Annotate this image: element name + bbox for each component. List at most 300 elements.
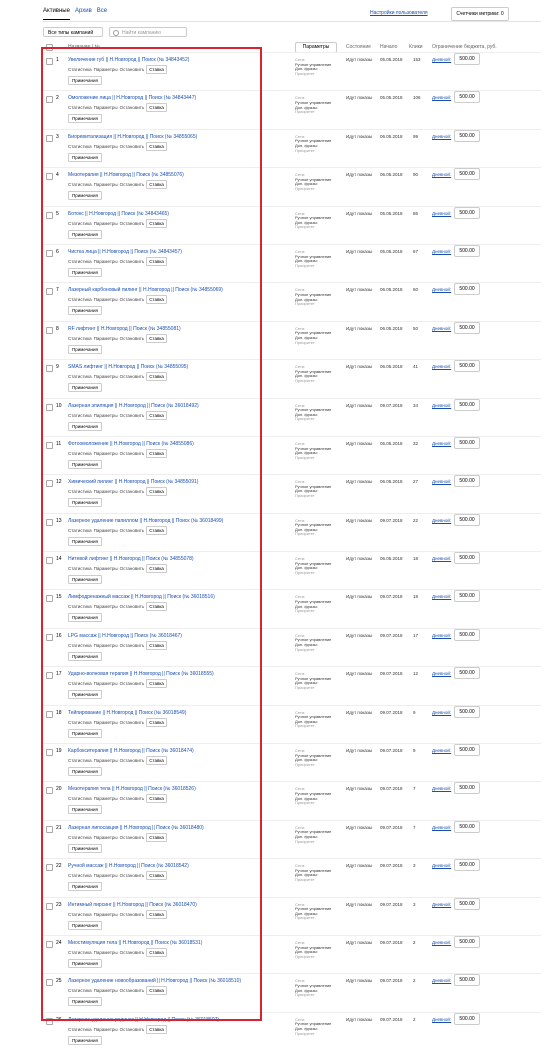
stats-link[interactable]: Статистика: [68, 1026, 92, 1032]
daily-limit-input[interactable]: 500.00: [454, 821, 480, 833]
stats-link[interactable]: Статистика: [68, 681, 92, 687]
stop-link[interactable]: Остановить: [119, 258, 145, 264]
campaign-name-link[interactable]: Лазерное удаление папиллом || Н.Новгород || Поиск (№ 36018499): [68, 517, 224, 524]
stats-link[interactable]: Статистика: [68, 604, 92, 610]
campaign-name-link[interactable]: Лимфодренажный массаж || Н.Новгород || Поиск (№ 36018516): [68, 594, 215, 601]
row-actions: [68, 602, 167, 611]
bid-button[interactable]: Ставка: [146, 103, 167, 112]
params-link[interactable]: Параметры: [93, 374, 118, 380]
stats-link[interactable]: Статистика: [68, 220, 92, 226]
row-actions: [68, 564, 167, 573]
daily-limit-input[interactable]: 500.00: [454, 207, 480, 219]
row-checkbox[interactable]: [46, 749, 53, 756]
notes-button[interactable]: Примечания: [68, 76, 102, 85]
params-link[interactable]: Параметры: [93, 450, 118, 456]
param-extra-phrases: Доп. фразы:: [295, 757, 318, 763]
params-link[interactable]: Параметры: [93, 796, 118, 802]
stop-link[interactable]: Остановить: [119, 949, 145, 955]
stats-link[interactable]: Статистика: [68, 450, 92, 456]
row-checkbox[interactable]: [46, 557, 53, 564]
daily-limit-link[interactable]: Дневной:: [432, 863, 452, 869]
stop-link[interactable]: Остановить: [119, 374, 145, 380]
params-link[interactable]: Параметры: [93, 527, 118, 533]
daily-limit-input[interactable]: 500.00: [454, 629, 480, 641]
bid-button[interactable]: Ставка: [146, 564, 167, 573]
header-params-button[interactable]: Параметры: [295, 42, 337, 53]
param-manual: Ручное управление: [295, 291, 332, 297]
daily-limit-link[interactable]: Дневной:: [432, 364, 452, 370]
daily-limit-link[interactable]: Дневной:: [432, 824, 452, 830]
params-link[interactable]: Параметры: [93, 988, 118, 994]
row-params: [295, 749, 331, 767]
daily-limit-link[interactable]: Дневной:: [432, 556, 452, 562]
param-networks: Сети:: [295, 517, 306, 523]
row-number: 16: [56, 632, 62, 639]
row-number: 20: [56, 786, 62, 793]
params-link[interactable]: Параметры: [93, 105, 118, 111]
params-link[interactable]: Параметры: [93, 258, 118, 264]
stats-link[interactable]: Статистика: [68, 105, 92, 111]
stop-link[interactable]: Остановить: [119, 489, 145, 495]
daily-limit-input[interactable]: 500.00: [454, 53, 480, 65]
stats-link[interactable]: Статистика: [68, 182, 92, 188]
bid-button[interactable]: Ставка: [146, 794, 167, 803]
params-link[interactable]: Параметры: [93, 758, 118, 764]
notes-button[interactable]: Примечания: [68, 882, 102, 891]
params-link[interactable]: Параметры: [93, 67, 118, 72]
stop-link[interactable]: Остановить: [119, 450, 145, 456]
bid-button[interactable]: Ставка: [146, 334, 167, 343]
daily-limit-link[interactable]: Дневной:: [432, 172, 452, 178]
stats-link[interactable]: Статистика: [68, 873, 92, 879]
daily-limit-link[interactable]: Дневной:: [432, 479, 452, 485]
bid-button[interactable]: Ставка: [146, 372, 167, 381]
stats-link[interactable]: Статистика: [68, 988, 92, 994]
param-priority: Приоритет: [295, 262, 315, 268]
row-number: 18: [56, 709, 62, 716]
daily-limit-link[interactable]: Дневной:: [432, 1016, 452, 1022]
daily-limit-input[interactable]: 500.00: [454, 1013, 480, 1025]
row-number: 13: [56, 517, 62, 524]
daily-limit-link[interactable]: Дневной:: [432, 594, 452, 600]
stop-link[interactable]: Остановить: [119, 873, 145, 879]
daily-limit-input[interactable]: 500.00: [454, 667, 480, 679]
param-manual: Ручное управление: [295, 215, 332, 221]
notes-button[interactable]: Примечания: [68, 498, 102, 507]
user-settings-link[interactable]: Настройки пользователя: [370, 10, 428, 16]
stop-link[interactable]: Остановить: [119, 566, 145, 572]
campaign-name-link[interactable]: Лазерное удаление новообразований || Н.Новгород || Поиск (№ 36018510): [68, 978, 242, 985]
select-all-checkbox[interactable]: [46, 44, 53, 51]
row-checkbox[interactable]: [46, 327, 53, 334]
daily-limit-input[interactable]: 500.00: [454, 552, 480, 564]
daily-limit-link[interactable]: Дневной:: [432, 95, 452, 101]
stats-link[interactable]: Статистика: [68, 412, 92, 418]
table-row: [43, 129, 541, 167]
daily-limit-link[interactable]: Дневной:: [432, 709, 452, 715]
bid-button[interactable]: Ставка: [146, 411, 167, 420]
stop-link[interactable]: Остановить: [119, 719, 145, 725]
daily-limit-input[interactable]: 500.00: [454, 91, 480, 103]
param-manual: Ручное управление: [295, 445, 332, 451]
campaign-name-link[interactable]: Интимный пирсинг || Н.Новгород || Поиск (№ 36018470): [68, 901, 197, 908]
param-extra-phrases: Доп. фразы:: [295, 488, 318, 494]
row-checkbox[interactable]: [46, 58, 53, 65]
stats-link[interactable]: Статистика: [68, 642, 92, 648]
campaign-name-link[interactable]: RF лифтинг || Н.Новгород || Поиск (№ 34855081): [68, 325, 181, 332]
notes-button[interactable]: Примечания: [68, 306, 102, 315]
params-link[interactable]: Параметры: [93, 949, 118, 955]
bid-button[interactable]: Ставка: [146, 180, 167, 189]
row-params: [295, 212, 331, 230]
row-checkbox[interactable]: [46, 903, 53, 910]
stop-link[interactable]: Остановить: [119, 758, 145, 764]
daily-limit-link[interactable]: Дневной:: [432, 402, 452, 408]
stop-link[interactable]: Остановить: [119, 67, 145, 72]
campaign-name-link[interactable]: Тейпирование || Н.Новгород || Поиск (№ 36018549): [68, 709, 187, 716]
bid-button[interactable]: Ставка: [146, 833, 167, 842]
bid-button[interactable]: Ставка: [146, 718, 167, 727]
table-row: [43, 244, 541, 282]
bid-button[interactable]: Ставка: [146, 641, 167, 650]
row-checkbox[interactable]: [46, 288, 53, 295]
row-number: 23: [56, 901, 62, 908]
row-number: 2: [56, 95, 59, 102]
notes-button[interactable]: Примечания: [68, 422, 102, 431]
param-priority: Приоритет: [295, 915, 315, 921]
row-checkbox[interactable]: [46, 135, 53, 142]
param-extra-phrases: Доп. фразы:: [295, 373, 318, 379]
bid-button[interactable]: Ставка: [146, 219, 167, 228]
search-icon: [113, 30, 119, 36]
bid-button[interactable]: Ставка: [146, 295, 167, 304]
daily-limit-link[interactable]: Дневной:: [432, 248, 452, 254]
params-link[interactable]: Параметры: [93, 604, 118, 610]
row-start-date: 09.07.2018: [380, 517, 403, 523]
stats-link[interactable]: Статистика: [68, 796, 92, 802]
row-actions: [68, 142, 167, 151]
params-link[interactable]: Параметры: [93, 566, 118, 572]
daily-limit-link[interactable]: Дневной:: [432, 133, 452, 139]
stats-link[interactable]: Статистика: [68, 949, 92, 955]
daily-limit-link[interactable]: Дневной:: [432, 671, 452, 677]
stop-link[interactable]: Остановить: [119, 220, 145, 226]
param-networks: Сети:: [295, 364, 306, 370]
param-priority: Приоритет: [295, 147, 315, 153]
row-start-date: 09.07.2018: [380, 594, 403, 600]
daily-limit-input[interactable]: 500.00: [454, 859, 480, 871]
daily-limit-link[interactable]: Дневной:: [432, 748, 452, 754]
daily-limit-link[interactable]: Дневной:: [432, 210, 452, 216]
daily-limit-link[interactable]: Дневной:: [432, 287, 452, 293]
campaign-name-link[interactable]: Ударно-волновая терапия || Н.Новгород || Поиск (№ 36018555): [68, 671, 214, 678]
row-params: [295, 173, 331, 191]
params-link[interactable]: Параметры: [93, 182, 118, 188]
campaign-name-link[interactable]: Ботокс || Н.Новгород || Поиск (№ 34843465): [68, 210, 169, 217]
params-link[interactable]: Параметры: [93, 681, 118, 687]
row-checkbox[interactable]: [46, 672, 53, 679]
stats-link[interactable]: Статистика: [68, 143, 92, 149]
stats-link[interactable]: Статистика: [68, 758, 92, 764]
stop-link[interactable]: Остановить: [119, 527, 145, 533]
row-checkbox[interactable]: [46, 250, 53, 257]
campaign-name-link[interactable]: Карбокситерапия || Н.Новгород || Поиск (№ 36018474): [68, 748, 194, 755]
notes-button[interactable]: Примечания: [68, 613, 102, 622]
daily-limit-input[interactable]: 500.00: [454, 399, 480, 411]
param-extra-phrases: Доп. фразы:: [295, 718, 318, 724]
stop-link[interactable]: Остановить: [119, 182, 145, 188]
campaign-name-link[interactable]: Омоложение лица || Н.Новгород || Поиск (№ 34843447): [68, 95, 197, 102]
notes-button[interactable]: Примечания: [68, 537, 102, 546]
stop-link[interactable]: Остановить: [119, 412, 145, 418]
bid-button[interactable]: Ставка: [146, 526, 167, 535]
stop-link[interactable]: Остановить: [119, 911, 145, 917]
row-params: [295, 58, 331, 76]
notes-button[interactable]: Примечания: [68, 575, 102, 584]
params-link[interactable]: Параметры: [93, 489, 118, 495]
bid-button[interactable]: Ставка: [146, 948, 167, 957]
header-budget: Ограничение бюджета, руб.: [432, 44, 497, 50]
param-priority: Приоритет: [295, 569, 315, 575]
campaign-name-link[interactable]: Мезотерапия тела || Н.Новгород || Поиск (№ 36018526): [68, 786, 196, 793]
notes-button[interactable]: Примечания: [68, 844, 102, 853]
daily-limit-link[interactable]: Дневной:: [432, 517, 452, 523]
notes-button[interactable]: Примечания: [68, 1036, 102, 1045]
daily-limit-link[interactable]: Дневной:: [432, 440, 452, 446]
daily-limit-link[interactable]: Дневной:: [432, 786, 452, 792]
row-checkbox[interactable]: [46, 404, 53, 411]
stop-link[interactable]: Остановить: [119, 1026, 145, 1032]
row-checkbox[interactable]: [46, 711, 53, 718]
row-checkbox[interactable]: [46, 595, 53, 602]
notes-button[interactable]: Примечания: [68, 729, 102, 738]
params-link[interactable]: Параметры: [93, 642, 118, 648]
stats-link[interactable]: Статистика: [68, 67, 92, 72]
bid-button[interactable]: Ставка: [146, 756, 167, 765]
stats-link[interactable]: Статистика: [68, 374, 92, 380]
params-link[interactable]: Параметры: [93, 143, 118, 149]
notes-button[interactable]: Примечания: [68, 690, 102, 699]
row-start-date: 06.05.2018: [380, 556, 403, 562]
params-link[interactable]: Параметры: [93, 220, 118, 226]
header-start[interactable]: Начало: [380, 44, 398, 50]
notes-button[interactable]: Примечания: [68, 652, 102, 661]
stop-link[interactable]: Остановить: [119, 604, 145, 610]
stats-link[interactable]: Статистика: [68, 489, 92, 495]
campaign-name-link[interactable]: Лазерная липосакция || Н.Новгород || Поиск (№ 36018480): [68, 824, 204, 831]
daily-limit-input[interactable]: 500.00: [454, 475, 480, 487]
row-status: Идут показы: [346, 248, 373, 254]
stop-link[interactable]: Остановить: [119, 105, 145, 111]
row-checkbox[interactable]: [46, 442, 53, 449]
daily-limit-link[interactable]: Дневной:: [432, 978, 452, 984]
notes-button[interactable]: Примечания: [68, 805, 102, 814]
daily-limit-input[interactable]: 500.00: [454, 706, 480, 718]
row-checkbox[interactable]: [46, 826, 53, 833]
notes-button[interactable]: Примечания: [68, 767, 102, 776]
params-link[interactable]: Параметры: [93, 1026, 118, 1032]
campaign-type-select[interactable]: Все типы кампаний: [43, 27, 103, 37]
daily-limit-link[interactable]: Дневной:: [432, 901, 452, 907]
campaign-name-link[interactable]: SMAS лифтинг || Н.Новгород || Поиск (№ 34855095): [68, 364, 189, 371]
stop-link[interactable]: Остановить: [119, 297, 145, 303]
row-params: [295, 442, 331, 460]
stats-link[interactable]: Статистика: [68, 911, 92, 917]
row-checkbox[interactable]: [46, 864, 53, 871]
row-status: Идут показы: [346, 901, 373, 907]
row-actions: [68, 794, 167, 803]
campaign-name-link[interactable]: Нитевой лифтинг || Н.Новгород || Поиск (№ 34855078): [68, 556, 194, 563]
search-input[interactable]: [109, 27, 187, 37]
daily-limit-input[interactable]: 500.00: [454, 514, 480, 526]
daily-limit-link[interactable]: Дневной:: [432, 632, 452, 638]
campaign-name-link[interactable]: Лазерный карбоновый пилинг || Н.Новгород || Поиск (№ 34855069): [68, 287, 223, 294]
tab-archive[interactable]: Архив: [74, 8, 92, 14]
campaign-name-link[interactable]: Мезотерапия || Н.Новгород || Поиск (№ 34855076): [68, 172, 184, 179]
row-checkbox[interactable]: [46, 634, 53, 641]
daily-limit-input[interactable]: 500.00: [454, 590, 480, 602]
daily-limit-link[interactable]: Дневной:: [432, 325, 452, 331]
row-clicks: 86: [413, 210, 419, 216]
campaign-name-link[interactable]: Фотоомоложение || Н.Новгород || Поиск (№ 34855086): [68, 440, 194, 447]
campaign-name-link[interactable]: Увеличение губ || Н.Новгород || Поиск (№ 34843452): [68, 57, 190, 63]
notes-button[interactable]: Примечания: [68, 997, 102, 1006]
campaign-name-link[interactable]: Лазерное удаление родинок || Н.Новгород || Поиск (№ 36018507): [68, 1016, 220, 1023]
bid-button[interactable]: Ставка: [146, 602, 167, 611]
daily-limit-input[interactable]: 500.00: [454, 283, 480, 295]
notes-button[interactable]: Примечания: [68, 153, 102, 162]
notes-button[interactable]: Примечания: [68, 345, 102, 354]
params-link[interactable]: Параметры: [93, 873, 118, 879]
param-networks: Сети:: [295, 863, 306, 869]
notes-button[interactable]: Примечания: [68, 921, 102, 930]
stats-link[interactable]: Статистика: [68, 719, 92, 725]
notes-button[interactable]: Примечания: [68, 268, 102, 277]
daily-limit-input[interactable]: 500.00: [454, 245, 480, 257]
bid-button[interactable]: Ставка: [146, 257, 167, 266]
daily-limit-input[interactable]: 500.00: [454, 130, 480, 142]
row-checkbox[interactable]: [46, 212, 53, 219]
stop-link[interactable]: Остановить: [119, 642, 145, 648]
stop-link[interactable]: Остановить: [119, 796, 145, 802]
bid-button[interactable]: Ставка: [146, 871, 167, 880]
stop-link[interactable]: Остановить: [119, 335, 145, 341]
campaign-name-link[interactable]: Химический пилинг || Н.Новгород || Поиск (№ 34855091): [68, 479, 199, 486]
stop-link[interactable]: Остановить: [119, 681, 145, 687]
stats-link[interactable]: Статистика: [68, 297, 92, 303]
campaign-name-link[interactable]: Биоревитализация || Н.Новгород || Поиск (№ 34855065): [68, 133, 198, 140]
bid-button[interactable]: Ставка: [146, 142, 167, 151]
daily-limit-input[interactable]: 500.00: [454, 974, 480, 986]
param-extra-phrases: Доп. фразы:: [295, 411, 318, 417]
daily-limit-input[interactable]: 500.00: [454, 898, 480, 910]
row-checkbox[interactable]: [46, 173, 53, 180]
notes-button[interactable]: Примечания: [68, 191, 102, 200]
params-link[interactable]: Параметры: [93, 335, 118, 341]
params-link[interactable]: Параметры: [93, 834, 118, 840]
param-extra-phrases: Доп. фразы:: [295, 219, 318, 225]
daily-limit-link[interactable]: Дневной:: [432, 57, 452, 62]
bid-button[interactable]: Ставка: [146, 449, 167, 458]
params-link[interactable]: Параметры: [93, 297, 118, 303]
daily-limit-input[interactable]: 500.00: [454, 360, 480, 372]
row-params: [295, 557, 331, 575]
bid-button[interactable]: Ставка: [146, 65, 167, 74]
daily-limit-input[interactable]: 500.00: [454, 744, 480, 756]
notes-button[interactable]: Примечания: [68, 383, 102, 392]
campaign-name-link[interactable]: Лазерная эпиляция || Н.Новгород || Поиск (№ 36018492): [68, 402, 199, 409]
header-status[interactable]: Состояние: [346, 44, 371, 50]
campaign-name-link[interactable]: LPG массаж || Н.Новгород || Поиск (№ 36018467): [68, 632, 182, 639]
row-clicks: 60: [413, 287, 419, 293]
bid-button[interactable]: Ставка: [146, 1025, 167, 1034]
row-clicks: 99: [413, 133, 419, 139]
daily-limit-input[interactable]: 500.00: [454, 322, 480, 334]
campaign-name-link[interactable]: Чистка лица || Н.Новгород || Поиск (№ 34843457): [68, 248, 182, 255]
stats-link[interactable]: Статистика: [68, 335, 92, 341]
stats-link[interactable]: Статистика: [68, 566, 92, 572]
row-checkbox[interactable]: [46, 787, 53, 794]
notes-button[interactable]: Примечания: [68, 114, 102, 123]
campaign-name-link[interactable]: Ручной массаж || Н.Новгород || Поиск (№ 36018542): [68, 863, 189, 870]
params-link[interactable]: Параметры: [93, 719, 118, 725]
metrika-counters-button[interactable]: Счетчики метрики: 0: [451, 7, 509, 21]
param-networks: Сети:: [295, 133, 306, 139]
stop-link[interactable]: Остановить: [119, 143, 145, 149]
bid-button[interactable]: Ставка: [146, 910, 167, 919]
row-checkbox[interactable]: [46, 96, 53, 103]
row-start-date: 06.05.2018: [380, 325, 403, 331]
header-name[interactable]: Название / №: [68, 44, 100, 50]
table-row: [43, 973, 541, 1011]
param-manual: Ручное управление: [295, 176, 332, 182]
param-networks: Сети:: [295, 709, 306, 715]
bid-button[interactable]: Ставка: [146, 487, 167, 496]
row-checkbox[interactable]: [46, 480, 53, 487]
stop-link[interactable]: Остановить: [119, 834, 145, 840]
params-link[interactable]: Параметры: [93, 911, 118, 917]
row-checkbox[interactable]: [46, 979, 53, 986]
daily-limit-input[interactable]: 500.00: [454, 168, 480, 180]
daily-limit-input[interactable]: 500.00: [454, 782, 480, 794]
tab-active[interactable]: Активные: [43, 8, 70, 20]
notes-button[interactable]: Примечания: [68, 959, 102, 968]
campaign-name-link[interactable]: Миостимуляция тела || Н.Новгород || Поиск (№ 36018531): [68, 939, 203, 946]
daily-limit-input[interactable]: 500.00: [454, 437, 480, 449]
notes-button[interactable]: Примечания: [68, 460, 102, 469]
stats-link[interactable]: Статистика: [68, 258, 92, 264]
stats-link[interactable]: Статистика: [68, 527, 92, 533]
header-clicks[interactable]: Клики: [409, 44, 423, 50]
daily-limit-link[interactable]: Дневной:: [432, 939, 452, 945]
params-link[interactable]: Параметры: [93, 412, 118, 418]
row-checkbox[interactable]: [46, 365, 53, 372]
row-status: Идут показы: [346, 364, 373, 370]
tab-all[interactable]: Все: [96, 8, 108, 14]
row-status: Идут показы: [346, 95, 373, 101]
notes-button[interactable]: Примечания: [68, 230, 102, 239]
row-checkbox[interactable]: [46, 941, 53, 948]
bid-button[interactable]: Ставка: [146, 986, 167, 995]
bid-button[interactable]: Ставка: [146, 679, 167, 688]
stats-link[interactable]: Статистика: [68, 834, 92, 840]
daily-limit-input[interactable]: 500.00: [454, 936, 480, 948]
param-networks: Сети:: [295, 248, 306, 254]
stop-link[interactable]: Остановить: [119, 988, 145, 994]
row-checkbox[interactable]: [46, 519, 53, 526]
param-extra-phrases: Доп. фразы:: [295, 872, 318, 878]
row-status: Идут показы: [346, 1016, 373, 1022]
